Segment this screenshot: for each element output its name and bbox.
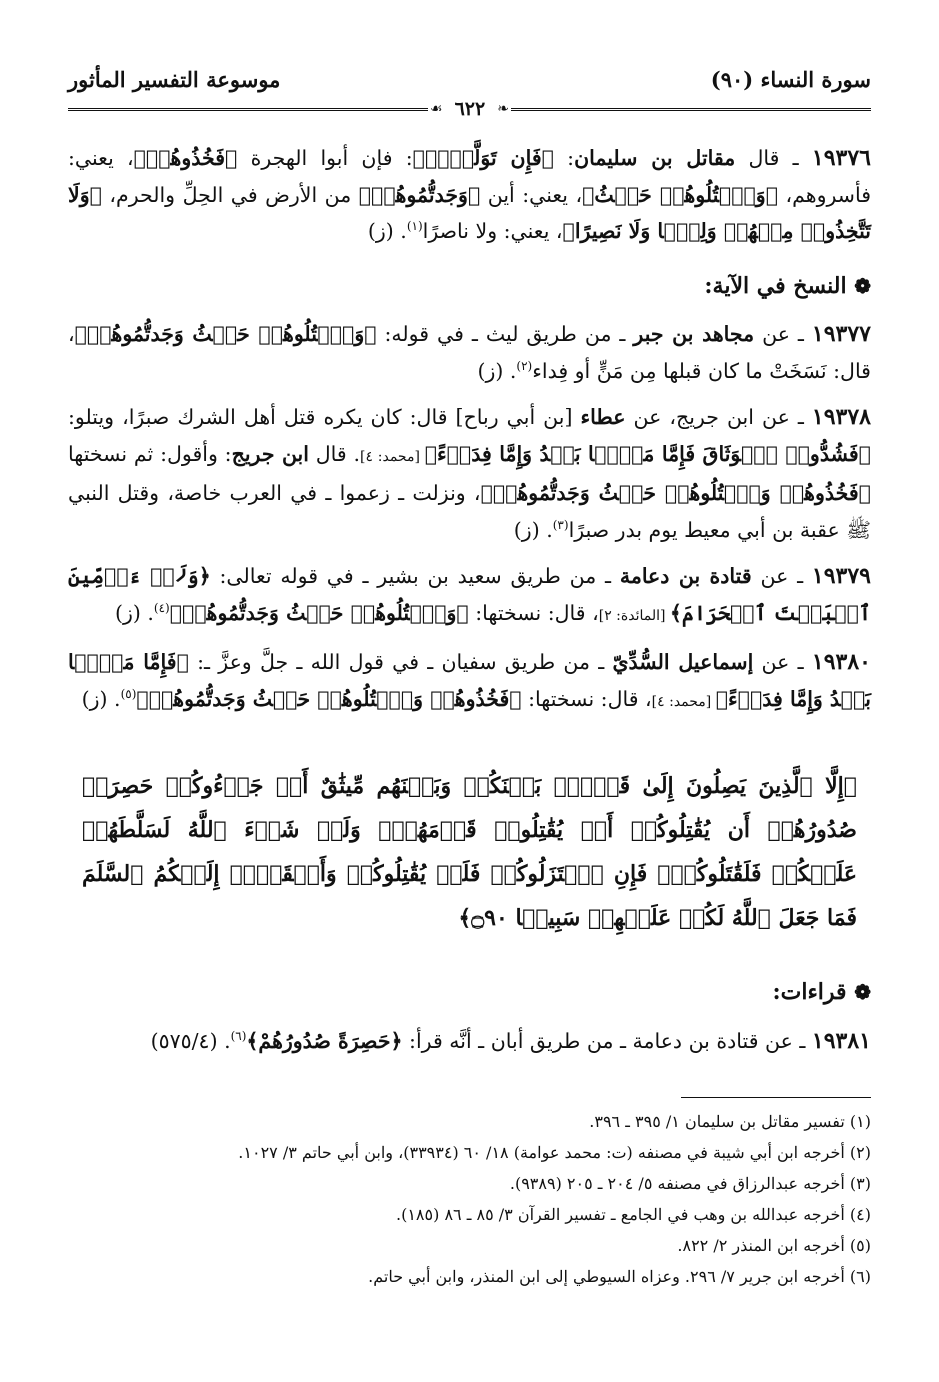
entry-text: ـ من طريق ليث ـ في قوله: (376, 322, 634, 346)
section-heading-qiraat: ❁ قراءات: (772, 979, 871, 1005)
footnote-separator (681, 1097, 871, 1098)
narrator-name: مجاهد بن جبر (633, 322, 755, 346)
quran-quote: ﴿فَإِن تَوَلَّوۡا۟﴾ (412, 146, 554, 170)
entry-text: ، يعني: أين (480, 182, 583, 207)
entry-number: ١٩٣٧٩ (811, 563, 871, 589)
footnote: (٥) أخرجه ابن المنذر ٢/ ٨٢٢. (677, 1236, 871, 1255)
header-rule-line (511, 108, 871, 111)
flourish-icon: ❧ (497, 101, 509, 117)
footnote-marker: (٢) (516, 358, 533, 373)
entry-text: ـ من طريق سعيد بن بشير ـ في قوله تعالى: (210, 564, 620, 588)
section-heading-naskh: ❁ النسخ في الآية: (704, 272, 871, 299)
ornament-icon: ❁ (854, 980, 871, 1004)
quran-quote: ﴿فَشُدُّوا۟ ٱلۡوَثَاقَ فَإِمَّا مَنَّۢا بَعۡدُ وَإِمَّا فِدَاۤءً﴾ (424, 441, 871, 466)
entry-text: : وأقول: ثم نسختها (68, 441, 232, 466)
entry-text: ، قال: نَسَخَتْ ما كان قبلها مِن مَنٍّ أو فِداء (68, 322, 871, 383)
entry-text: . (ز) (513, 517, 553, 542)
quran-quote: ﴿فَخُذُوهُمۡ وَٱقۡتُلُوهُمۡ حَيۡثُ وَجَدتُّمُوهُمۡ﴾ (136, 686, 522, 711)
page-body (68, 140, 871, 1292)
footnotes (68, 1106, 871, 1292)
quran-quote: ﴿وَٱقۡتُلُوهُمۡ حَيۡثُ﴾ (582, 182, 779, 207)
entries-naskh (68, 316, 871, 720)
footnote-marker: (٣) (552, 517, 569, 532)
entry-text: ـ عن (753, 650, 812, 674)
entry-number: ١٩٣٨١ (811, 1027, 871, 1054)
footnote: (٢) أخرجه ابن أبي شيبة في مصنفه (ت: محمد عوامة) ١٨/ ٦٠ (٣٣٩٣٤)، وابن أبي حاتم ٣/ ١٠٢٧. (238, 1143, 871, 1162)
quran-quote: ﴿وَلَا تَتَّخِذُوا۟ مِنۡهُمۡ وَلِيࣰّا وَلَا نَصِيرًا﴾ (68, 182, 871, 243)
page-number: ٦٢٢ (454, 98, 486, 120)
entry-number: ١٩٣٨٠ (811, 649, 871, 675)
quran-quote: ﴿فَخُذُوهُمۡ وَٱقۡتُلُوهُمۡ حَيۡثُ وَجَدتُّمُوهُمۡ﴾ (480, 481, 871, 505)
quran-ayah: ﴿إِلَّا ٱلَّذِينَ يَصِلُونَ إِلَىٰ قَوۡمِۭ بَيۡنَكُمۡ وَبَيۡنَهُم مِّيثَٰقٌ أَوۡ جَاۤءُوكُمۡ حَصِرَتۡ صُدُورُهُمۡ أَن يُقَٰتِلُوكُمۡ أَوۡ يُقَٰتِلُوا۟ قَوۡمَهُمۡۚ وَلَوۡ شَاۤءَ ٱللَّهُ لَسَلَّطَهُمۡ عَلَيۡكُمۡ فَلَقَٰتَلُوكُمۡۚ فَإِنِ ٱعۡتَزَلُوكُمۡ فَلَمۡ يُقَٰتِلُوكُمۡ وَأَلۡقَوۡا۟ إِلَيۡكُمُ ٱلسَّلَمَ فَمَا جَعَلَ ٱللَّهُ لَكُمۡ عَلَيۡهِمۡ سَبِيلࣰا ۝٩٠﴾ (82, 773, 857, 931)
surah-reference: [محمد: ٤] (651, 693, 716, 710)
quran-quote: ﴿وَٱقۡتُلُوهُمۡ حَيۡثُ وَجَدتُّمُوهُمۡ﴾ (74, 322, 377, 346)
entries-qiraat (68, 1023, 871, 1060)
narrator-name: قتادة بن دعامة (619, 564, 752, 588)
entry-text: ـ قال (735, 146, 812, 170)
footnote-marker: (٦) (230, 1028, 247, 1043)
surah-reference: [محمد: ٤] (360, 448, 425, 465)
entry-number: ١٩٣٧٦ (811, 145, 871, 171)
entry-text: ـ عن (754, 322, 812, 346)
entry-text: ـ عن ابن جريج، عن (625, 405, 812, 429)
quran-quote: ﴿حَصِرَةً صُدُورُهُمْ﴾ (246, 1028, 403, 1053)
quran-quote: ﴿فَإِمَّا مَنَّۢا بَعۡدُ وَإِمَّا فِدَاۤءً﴾ (68, 650, 871, 711)
entry-text: . (ز) (81, 686, 121, 711)
athar-entry (68, 558, 871, 634)
athar-entry (68, 1023, 871, 1060)
entry-text: . (٥٧٥/٤) (150, 1028, 231, 1053)
entry-text: ، يعني: ولا ناصرًا (422, 219, 563, 243)
entry-text: ، قال: نسختها: (468, 600, 599, 625)
entry-number: ١٩٣٧٨ (811, 404, 871, 430)
header-book-title: موسوعة التفسير المأثور (68, 67, 281, 92)
quran-quote: ﴿وَلَاۤ ءَاۤمِّینَ ٱلۡبَیۡتَ ٱلۡحَرَامَ﴾ (68, 564, 871, 625)
entry-text: : (553, 146, 575, 170)
entry-text: ، يعني: فأسروهم، (68, 146, 872, 207)
header-rule (68, 96, 871, 122)
athar-entry (68, 140, 871, 250)
header-rule-line (68, 108, 428, 111)
flourish-icon: ☙ (430, 101, 443, 117)
athar-entry (68, 316, 871, 389)
narrator-name: إسماعيل السُّدِّيّ (612, 650, 754, 674)
footnote: (٣) أخرجه عبدالرزاق في مصنفه ٥/ ٢٠٤ ـ ٢٠٥ (٩٣٨٩). (509, 1174, 871, 1193)
footnote-marker: (٥) (120, 686, 137, 701)
entries-top (68, 140, 871, 250)
footnote: (١) تفسير مقاتل بن سليمان ١/ ٣٩٥ ـ ٣٩٦. (589, 1112, 871, 1131)
surah-reference: [المائدة: ٢] (598, 607, 670, 624)
entry-text: : فإن أبوا الهجرة (237, 146, 413, 170)
narrator-name: عطاء (580, 405, 626, 429)
entry-text: ـ عن (751, 564, 812, 588)
entry-text: من الأرض في الحِلِّ والحرم، (101, 182, 359, 207)
entry-text: [بن أبي رباح] قال: كان يكره قتل أهل الشرك صبرًا، ويتلو: (68, 405, 581, 429)
footnote: (٤) أخرجه عبدالله بن وهب في الجامع ـ تفسير القرآن ٣/ ٨٥ ـ ٨٦ (١٨٥). (396, 1205, 871, 1224)
quran-quote: ﴿وَٱقۡتُلُوهُمۡ حَيۡثُ وَجَدتُّمُوهُمۡ﴾ (169, 600, 469, 625)
narrator-name: ابن جريج (231, 441, 309, 466)
entry-text: ، ونزلت ـ زعموا ـ في العرب خاصة، وقتل النبي ﷺ عقبة بن أبي معيط يوم بدر صبرًا (68, 481, 871, 542)
running-header (68, 48, 871, 92)
entry-text: . قال (308, 441, 361, 466)
footnote-marker: (٤) (153, 600, 170, 615)
footnote-marker: (١) (406, 219, 423, 234)
narrator-name: مقاتل بن سليمان (574, 146, 736, 170)
athar-entry (68, 644, 871, 720)
ornament-icon: ❁ (854, 273, 871, 298)
entry-text: ـ من طريق سفيان ـ في قول الله ـ جلَّ وعزَّ ـ: (188, 650, 613, 674)
entry-number: ١٩٣٧٧ (811, 321, 871, 347)
entry-text: . (ز) (114, 600, 154, 625)
entry-text: . (ز) (477, 358, 517, 383)
entry-text: . (ز) (367, 219, 407, 243)
quran-quote: ﴿وَجَدتُّمُوهُمۡ﴾ (358, 182, 481, 207)
header-surah: سورة النساء (٩٠) (710, 67, 871, 92)
athar-entry (68, 399, 871, 548)
entry-text: ، قال: نسختها: (521, 686, 652, 711)
quran-quote: ﴿فَخُذُوهُمۡ﴾ (133, 146, 238, 170)
header-ayah-number: (٩٠) (710, 67, 754, 92)
entry-text: ـ عن قتادة بن دعامة ـ من طريق أبان ـ أنَّه قرأ: (402, 1028, 812, 1053)
footnote: (٦) أخرجه ابن جرير ٧/ ٢٩٦. وعزاه السيوطي إلى ابن المنذر، وابن أبي حاتم. (368, 1267, 871, 1286)
